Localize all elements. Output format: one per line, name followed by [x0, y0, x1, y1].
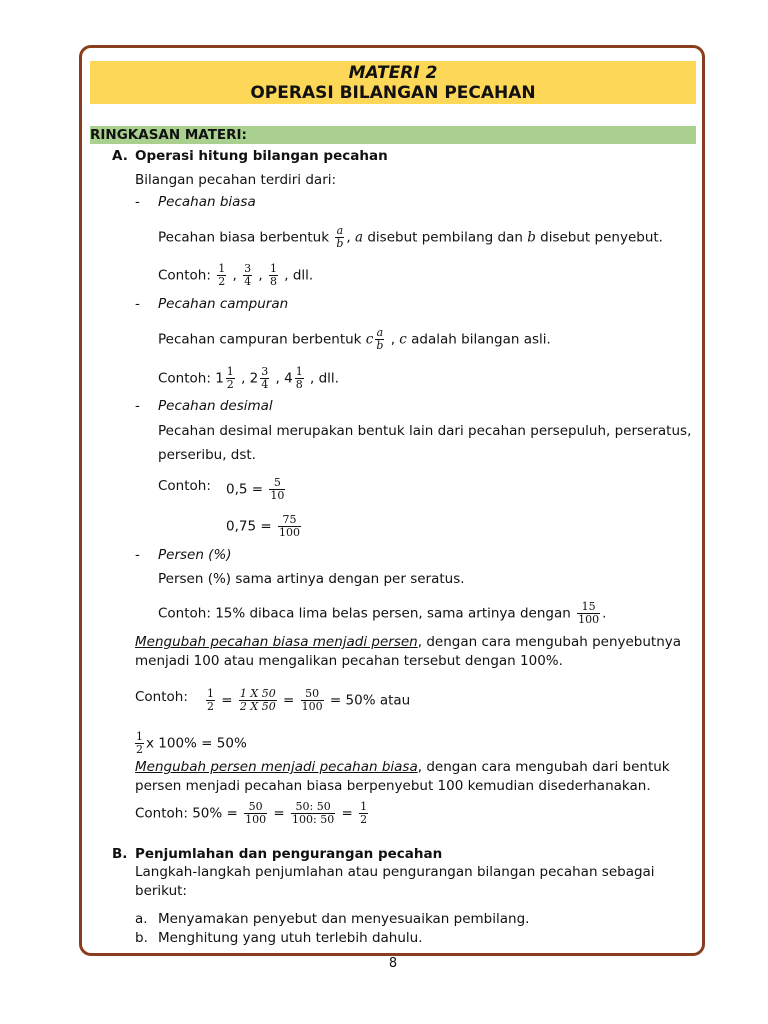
chapter-label: MATERI 2 [348, 63, 438, 83]
page-number: 8 [388, 956, 398, 971]
fraction: $\frac{1}{2}$ [136, 730, 143, 756]
section-b-line1: Langkah-langkah penjumlahan atau pengurangan bilangan pecahan sebagai [135, 864, 655, 880]
desimal-example-1: 0,5 = $\frac{5}{10}$ [226, 476, 285, 502]
fraction: $\frac{50}{100}$ [301, 687, 323, 713]
fraction: $\frac{50: 50}{100: 50}$ [292, 800, 335, 826]
desimal-example-2: 0,75 = $\frac{75}{100}$ [226, 513, 300, 539]
convert-to-fraction-example: Contoh: 50% = $\frac{50}{100}$ = $\frac{50: 50}{100: 50}$ = $\frac{1}{2}$ [135, 800, 368, 826]
desimal-title: Pecahan desimal [158, 398, 273, 414]
convert-to-percent-line1: Mengubah pecahan biasa menjadi persen, dengan cara mengubah penyebutnya [135, 634, 682, 650]
fraction: $\frac{5}{10}$ [270, 476, 285, 502]
convert-to-percent-example: $\frac{1}{2}$ = $\frac{1 X 50}{2 X 50}$ = $\frac{50}{100}$ = 50% atau [207, 687, 411, 713]
summary-heading: RINGKASAN MATERI: [90, 127, 247, 143]
fraction: $\frac{1}{2}$ [218, 262, 226, 288]
bullet-dash: - [135, 398, 140, 414]
fraction: $\frac{1}{8}$ [295, 365, 303, 391]
desimal-line2: perseribu, dst. [158, 447, 256, 463]
fraction: $\frac{15}{100}$ [578, 600, 600, 626]
biasa-definition: Pecahan biasa berbentuk $\frac{a}{b}$ , a disebut pembilang dan b disebut penyebut. [158, 224, 663, 250]
fraction: $\frac{3}{4}$ [261, 365, 269, 391]
bullet-dash: - [135, 296, 140, 312]
fraction-a-over-b: $\frac{a}{b}$ [376, 326, 384, 352]
list-item-marker: a. [135, 911, 148, 927]
section-a-intro: Bilangan pecahan terdiri dari: [135, 172, 337, 188]
persen-definition: Persen (%) sama artinya dengan per seratus. [158, 571, 465, 587]
bullet-dash: - [135, 547, 140, 563]
section-b-marker: B. [112, 846, 128, 862]
convert-to-percent-example-2: $\frac{1}{2}$ x 100% = 50% [136, 730, 247, 756]
fraction: $\frac{1}{2}$ [360, 800, 368, 826]
section-a-marker: A. [112, 148, 128, 164]
list-item: Menghitung yang utuh terlebih dahulu. [158, 930, 423, 946]
list-item-marker: b. [135, 930, 148, 946]
fraction: $\frac{50}{100}$ [245, 800, 267, 826]
persen-example: Contoh: 15% dibaca lima belas persen, sama artinya dengan $\frac{15}{100}$ . [158, 600, 607, 626]
biasa-title: Pecahan biasa [158, 194, 256, 210]
summary-bar [90, 126, 696, 144]
fraction: $\frac{1}{2}$ [207, 687, 214, 713]
biasa-example: Contoh: $\frac{1}{2}$ , $\frac{3}{4}$ , $\frac{1}{8}$ , dll. [158, 262, 314, 288]
chapter-title: OPERASI BILANGAN PECAHAN [250, 83, 536, 103]
convert-to-percent-contoh-label: Contoh: [135, 689, 188, 705]
fraction: $\frac{1}{8}$ [269, 262, 277, 288]
biasa-def-pre: Pecahan biasa berbentuk [158, 229, 330, 246]
list-item: Menyamakan penyebut dan menyesuaikan pembilang. [158, 911, 530, 927]
section-b-line2: berikut: [135, 883, 187, 899]
fraction: $\frac{75}{100}$ [278, 513, 300, 539]
section-a-heading: Operasi hitung bilangan pecahan [135, 148, 388, 164]
campuran-title: Pecahan campuran [158, 296, 289, 312]
fraction: $\frac{1}{2}$ [226, 365, 234, 391]
section-b-heading: Penjumlahan dan pengurangan pecahan [135, 846, 443, 862]
persen-title: Persen (%) [158, 547, 232, 563]
campuran-definition: Pecahan campuran berbentuk c $\frac{a}{b}$ , c adalah bilangan asli. [158, 326, 551, 352]
title-banner [90, 61, 696, 104]
fraction: $\frac{1 X 50}{2 X 50}$ [239, 687, 276, 713]
fraction: $\frac{3}{4}$ [244, 262, 252, 288]
campuran-example: Contoh: 1 $\frac{1}{2}$ , 2 $\frac{3}{4}$ , 4 $\frac{1}{8}$ , dll. [158, 365, 339, 391]
desimal-contoh-label: Contoh: [158, 478, 211, 494]
convert-to-percent-line2: menjadi 100 atau mengalikan pecahan tersebut dengan 100%. [135, 653, 563, 669]
desimal-line1: Pecahan desimal merupakan bentuk lain dari pecahan persepuluh, perseratus, [158, 423, 692, 439]
bullet-dash: - [135, 194, 140, 210]
convert-to-fraction-line2: persen menjadi pecahan biasa berpenyebut 100 kemudian disederhanakan. [135, 778, 651, 794]
convert-to-fraction-line1: Mengubah persen menjadi pecahan biasa, dengan cara mengubah dari bentuk [135, 759, 670, 775]
fraction-a-over-b: $\frac{a}{b}$ [336, 224, 344, 250]
